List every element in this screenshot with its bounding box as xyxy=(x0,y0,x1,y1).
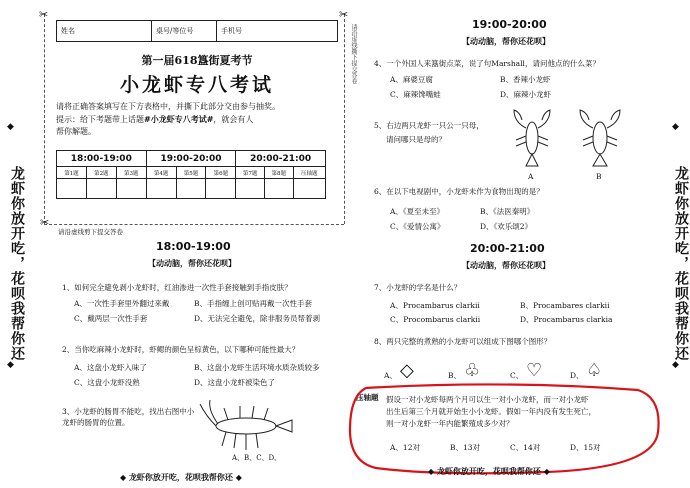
scissors-icon: ✂ xyxy=(39,8,49,21)
section-time-3: 20:00-21:00 xyxy=(470,242,545,255)
option[interactable]: B、手指缠上创可贴再戴一次性手套 xyxy=(194,299,313,308)
option[interactable]: A、《夏至未至》 xyxy=(390,207,445,216)
option[interactable]: C、14对 xyxy=(510,443,541,452)
seat-field[interactable]: 桌号/等位号 xyxy=(152,21,217,42)
option[interactable]: A、Procambarus clarkii xyxy=(390,301,480,310)
option[interactable]: A、一次性手套里外翻过来戴 xyxy=(74,299,170,308)
final-question: 假设一对小龙虾每两个月可以生一对小小龙虾，而一对小龙虾 出生后第三个月就开始生小小龙虾。假如一年内没有发生死亡， 则一对小龙虾一年内能繁殖成多少对？ xyxy=(386,395,596,428)
diamond-icon: ◆ xyxy=(672,122,679,132)
option[interactable]: C、麻辣馋嘴蛙 xyxy=(390,90,441,99)
diamond-icon: ◆ xyxy=(7,360,14,370)
diamond-icon: ◆ xyxy=(7,122,14,132)
option[interactable]: B、香辣小龙虾 xyxy=(500,75,551,84)
question-4: 4、一个外国人来簋街点菜，说了句Marshall，请问他点的什么菜？ xyxy=(374,59,600,68)
col-header: 第4题 xyxy=(146,167,176,179)
exam-instructions: 请将正确答案填写在下方表格中，并撕下此部分交由参与抽奖。 提示：给下考题带上话题#小龙虾专八考试#，就会有人 帮你解题。 xyxy=(56,102,280,136)
footer-left: ◆ 龙虾你放开吃，花呗我帮你还 ◆ xyxy=(120,472,242,482)
option[interactable]: D、 xyxy=(570,371,584,380)
col-header: 压轴题 xyxy=(293,167,325,179)
exam-title: 小龙虾专八考试 xyxy=(119,74,274,96)
answer-grid xyxy=(56,150,326,199)
option[interactable]: B、这盘小龙虾生活环境水质杂质较多 xyxy=(194,363,320,372)
diamond-icon: ◆ xyxy=(672,360,679,370)
option[interactable]: A、这盘小龙虾入味了 xyxy=(74,363,147,372)
option[interactable]: A、12对 xyxy=(390,443,420,452)
red-circle-annotation xyxy=(346,382,664,478)
side-slogan-right: 龙虾你放开吃，花呗我帮你还 xyxy=(673,165,689,361)
spade-shape-icon: ♤ xyxy=(586,360,603,381)
crayfish-diagram xyxy=(196,396,296,458)
question-1: 1、如何完全避免剥小龙虾时，红油渗进一次性手套接触到手指皮肤？ xyxy=(62,283,292,292)
question-5: 5、右边两只龙虾一只公一只母， xyxy=(374,121,484,130)
option[interactable]: C、这盘小龙虾没熟 xyxy=(74,378,140,387)
time-block-2: 19:00-20:00 xyxy=(146,151,236,167)
answer-cell[interactable] xyxy=(176,179,206,199)
question-8: 8、两只完整的煮熟的小龙虾可以组成下图哪个图形？ xyxy=(374,337,552,346)
crayfish-a-label[interactable]: A xyxy=(528,172,534,181)
scissors-icon: ✂ xyxy=(339,8,349,21)
time-block-3: 20:00-21:00 xyxy=(236,151,326,167)
section-subtitle-3: 【动动脑，帮你还花呗】 xyxy=(462,260,550,270)
option[interactable]: D、这盘小龙虾被染色了 xyxy=(194,378,276,387)
option[interactable]: C、《爱情公寓》 xyxy=(390,222,445,231)
cut-line-left xyxy=(44,14,45,224)
crayfish-b-image xyxy=(576,104,624,168)
answer-cell[interactable] xyxy=(293,179,325,199)
option[interactable]: C、Procombarus clarkii xyxy=(390,315,481,324)
col-header: 第7题 xyxy=(236,167,265,179)
heart-shape-icon: ♡ xyxy=(526,360,543,381)
cut-line-bottom xyxy=(44,224,344,225)
col-header: 第2题 xyxy=(86,167,116,179)
option[interactable]: D、15对 xyxy=(570,443,601,452)
option[interactable]: B、13对 xyxy=(450,443,481,452)
option[interactable]: C、戴两层一次性手套 xyxy=(74,314,148,323)
answer-cell[interactable] xyxy=(57,179,87,199)
side-slogan-left: 龙虾你放开吃，花呗我帮你还 xyxy=(9,165,25,361)
answer-cell[interactable] xyxy=(206,179,236,199)
question-6: 6、在以下电视剧中，小龙虾未作为食物出现的是？ xyxy=(374,187,544,196)
question-5-line2: 请问哪只是母的？ xyxy=(386,135,446,144)
col-header: 第8题 xyxy=(264,167,293,179)
option[interactable]: B、《法医秦明》 xyxy=(480,207,535,216)
diagram-labels: A、B、C、D、 xyxy=(232,454,282,462)
col-header: 第6题 xyxy=(206,167,236,179)
option[interactable]: D、无法完全避免，除非服务员帮着剥 xyxy=(194,314,321,323)
option[interactable]: C、 xyxy=(510,371,524,380)
time-block-1: 18:00-19:00 xyxy=(57,151,147,167)
question-3: 3、小龙虾的肠胃不能吃，找出右图中小龙虾的肠胃的位置。 xyxy=(62,407,195,427)
footer-right: ◆ 龙虾你放开吃，花呗我帮你还 ◆ xyxy=(428,466,550,476)
question-2: 2、当你吃麻辣小龙虾时，虾鳃的颜色呈棕黄色，以下哪种可能性最大？ xyxy=(62,345,300,354)
option[interactable]: A、麻婆豆腐 xyxy=(390,75,433,84)
phone-field[interactable]: 手机号 xyxy=(217,21,338,42)
cut-note-mid: 请沿虚线撕下提交答卷 xyxy=(350,24,357,84)
answer-cell[interactable] xyxy=(236,179,265,199)
answer-cell[interactable] xyxy=(86,179,116,199)
answer-cell[interactable] xyxy=(146,179,176,199)
header-fields xyxy=(56,20,338,42)
answer-cell[interactable] xyxy=(116,179,146,199)
name-field[interactable]: 姓名 xyxy=(57,21,152,42)
crayfish-a-image xyxy=(508,104,556,168)
option[interactable]: D、《欢乐颂2》 xyxy=(480,222,533,231)
club-shape-icon: ♧ xyxy=(464,360,481,381)
section-time-1: 18:00-19:00 xyxy=(156,240,231,253)
answer-cell[interactable] xyxy=(264,179,293,199)
question-7: 7、小龙虾的学名是什么？ xyxy=(374,283,462,292)
option[interactable]: B、Procambares clarkii xyxy=(520,301,610,310)
option[interactable]: A、 xyxy=(384,371,397,380)
col-header: 第3题 xyxy=(116,167,146,179)
scissors-icon: ✂ xyxy=(40,216,50,229)
section-time-2: 19:00-20:00 xyxy=(472,18,547,31)
crayfish-b-label[interactable]: B xyxy=(596,172,602,181)
diamond-shape-icon: ◇ xyxy=(400,360,414,381)
section-subtitle-2: 【动动脑，帮你还花呗】 xyxy=(462,36,550,46)
exam-subtitle: 第一届618簋街夏考节 xyxy=(141,54,253,67)
col-header: 第5题 xyxy=(176,167,206,179)
section-subtitle-1: 【动动脑，帮你还花呗】 xyxy=(148,258,236,268)
cut-note-bottom: 请沿虚线剪下提交答卷 xyxy=(58,228,123,236)
option[interactable]: B、 xyxy=(448,371,462,380)
final-label: 压轴题 xyxy=(356,393,379,402)
col-header: 第1题 xyxy=(57,167,87,179)
option[interactable]: D、麻辣小龙虾 xyxy=(500,90,552,99)
cut-line-mid xyxy=(344,14,345,224)
option[interactable]: D、Procambarus clarkia xyxy=(520,315,613,324)
